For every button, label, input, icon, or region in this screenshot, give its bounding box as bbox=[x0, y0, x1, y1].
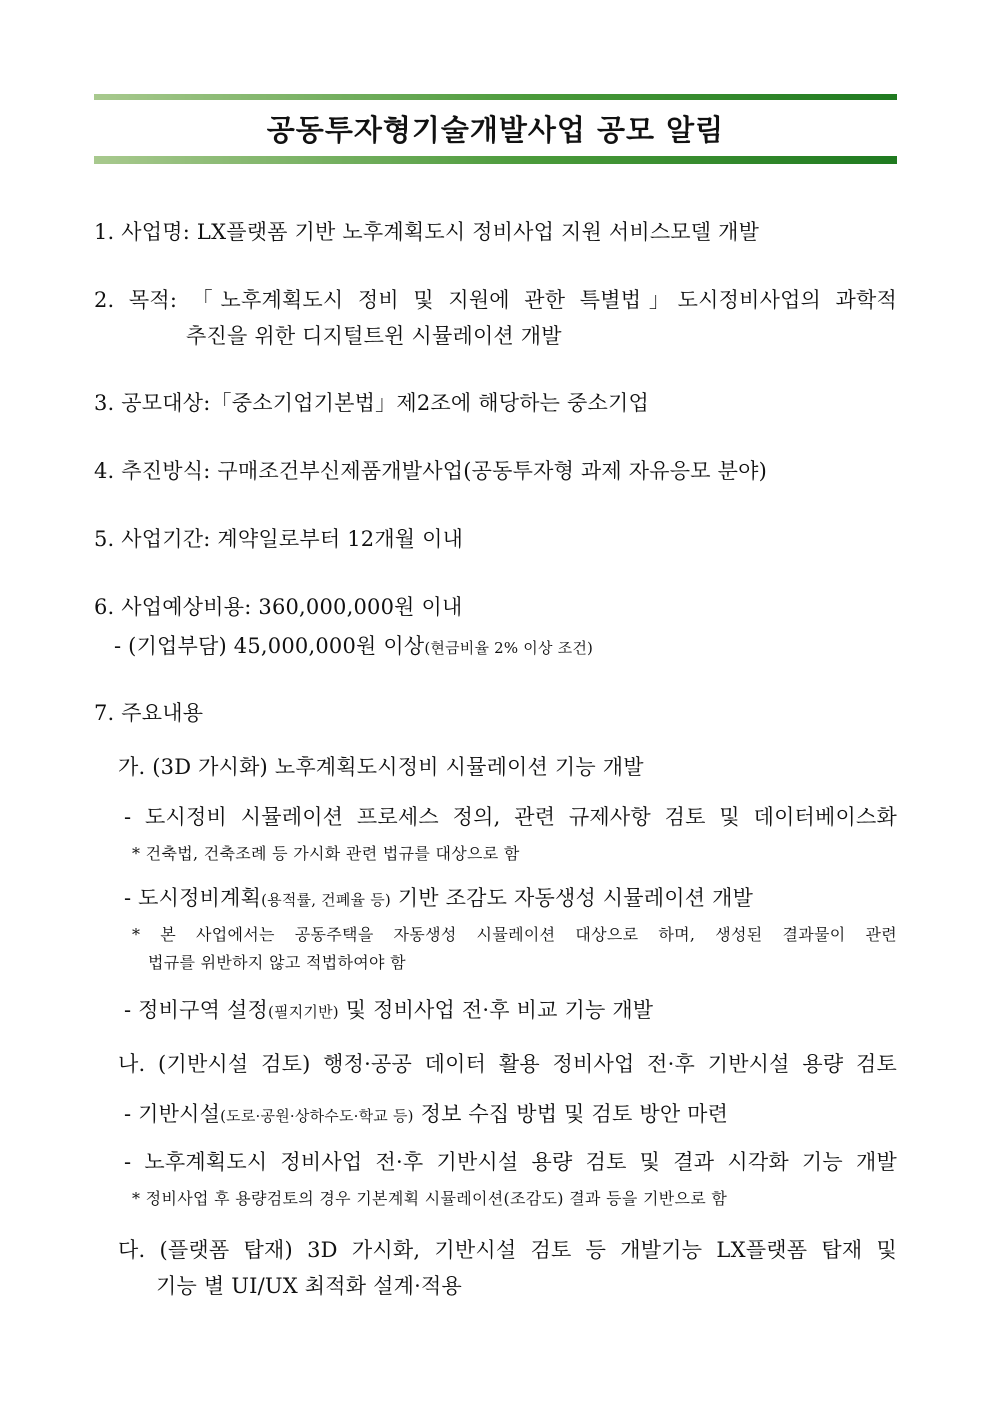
item-6-cost: 6. 사업예상비용: 360,000,000원 이내 bbox=[94, 595, 463, 619]
section-da-heading: 다. (플랫폼 탑재) 3D 가시화, 기반시설 검토 등 개발기능 LX플랫폼 탑재 및 bbox=[118, 1238, 897, 1262]
bullet-2-text-a: - 도시정비계획 bbox=[124, 886, 262, 910]
bullet-2-text-b: 기반 조감도 자동생성 시뮬레이션 개발 bbox=[390, 886, 754, 910]
title-bottom-rule bbox=[94, 156, 897, 164]
section-da-heading-cont: 기능 별 UI/UX 최적화 설계·적용 bbox=[156, 1274, 462, 1298]
title-top-rule bbox=[94, 94, 897, 100]
section-ga-bullet-1: - 도시정비 시뮬레이션 프로세스 정의, 관련 규제사항 검토 및 데이터베이스화 bbox=[124, 805, 897, 829]
section-ga-bullet-3 bbox=[124, 994, 653, 1024]
company-share-text: - (기업부담) 45,000,000원 이상 bbox=[114, 634, 425, 658]
item-3-target: 3. 공모대상:「중소기업기본법」제2조에 해당하는 중소기업 bbox=[94, 391, 649, 415]
bullet-2-small: (용적률, 건폐율 등) bbox=[261, 891, 391, 909]
section-ga-heading: 가. (3D 가시화) 노후계획도시정비 시뮬레이션 기능 개발 bbox=[118, 755, 644, 779]
item-4-method: 4. 추진방식: 구매조건부신제품개발사업(공동투자형 과제 자유응모 분야) bbox=[94, 459, 767, 483]
na-bullet-1-text-a: - 기반시설 bbox=[124, 1102, 221, 1126]
page-title: 공동투자형기술개발사업 공모 알림 bbox=[266, 113, 725, 147]
section-na-bullet-1 bbox=[124, 1098, 728, 1128]
na-bullet-1-text-b: 정보 수집 방법 및 검토 방안 마련 bbox=[413, 1102, 729, 1126]
item-5-period: 5. 사업기간: 계약일로부터 12개월 이내 bbox=[94, 527, 464, 551]
section-ga-note-2: * 본 사업에서는 공동주택을 자동생성 시뮬레이션 대상으로 하며, 생성된 결과물이 관련 bbox=[132, 925, 897, 944]
bullet-3-text-b: 및 정비사업 전·후 비교 기능 개발 bbox=[338, 998, 654, 1022]
company-share-condition: (현금비율 2% 이상 조건) bbox=[424, 639, 594, 657]
na-bullet-1-small: (도로·공원·상하수도·학교 등) bbox=[220, 1107, 414, 1125]
section-ga-note-1: * 건축법, 건축조례 등 가시화 관련 법규를 대상으로 함 bbox=[132, 844, 520, 863]
section-ga-note-2-cont: 법규를 위반하지 않고 적법하여야 함 bbox=[148, 953, 406, 972]
title-band bbox=[94, 94, 897, 166]
item-7-main-content: 7. 주요내용 bbox=[94, 701, 204, 725]
item-2-purpose-cont: 추진을 위한 디지털트윈 시뮬레이션 개발 bbox=[186, 324, 562, 348]
bullet-3-text-a: - 정비구역 설정 bbox=[124, 998, 268, 1022]
bullet-3-small: (필지기반) bbox=[267, 1003, 339, 1021]
item-2-purpose: 2. 목적: 「노후계획도시 정비 및 지원에 관한 특별법」도시정비사업의 과학적 bbox=[94, 288, 897, 312]
item-1-project-name: 1. 사업명: LX플랫폼 기반 노후계획도시 정비사업 지원 서비스모델 개발 bbox=[94, 220, 760, 244]
section-na-heading: 나. (기반시설 검토) 행정·공공 데이터 활용 정비사업 전·후 기반시설 용량 검토 bbox=[118, 1052, 897, 1076]
section-ga-bullet-2 bbox=[124, 882, 753, 912]
section-na-bullet-2: - 노후계획도시 정비사업 전·후 기반시설 용량 검토 및 결과 시각화 기능 개발 bbox=[124, 1150, 897, 1174]
section-na-note-1: * 정비사업 후 용량검토의 경우 기본계획 시뮬레이션(조감도) 결과 등을 기반으로 함 bbox=[132, 1189, 728, 1208]
item-6-company-share bbox=[114, 630, 593, 660]
